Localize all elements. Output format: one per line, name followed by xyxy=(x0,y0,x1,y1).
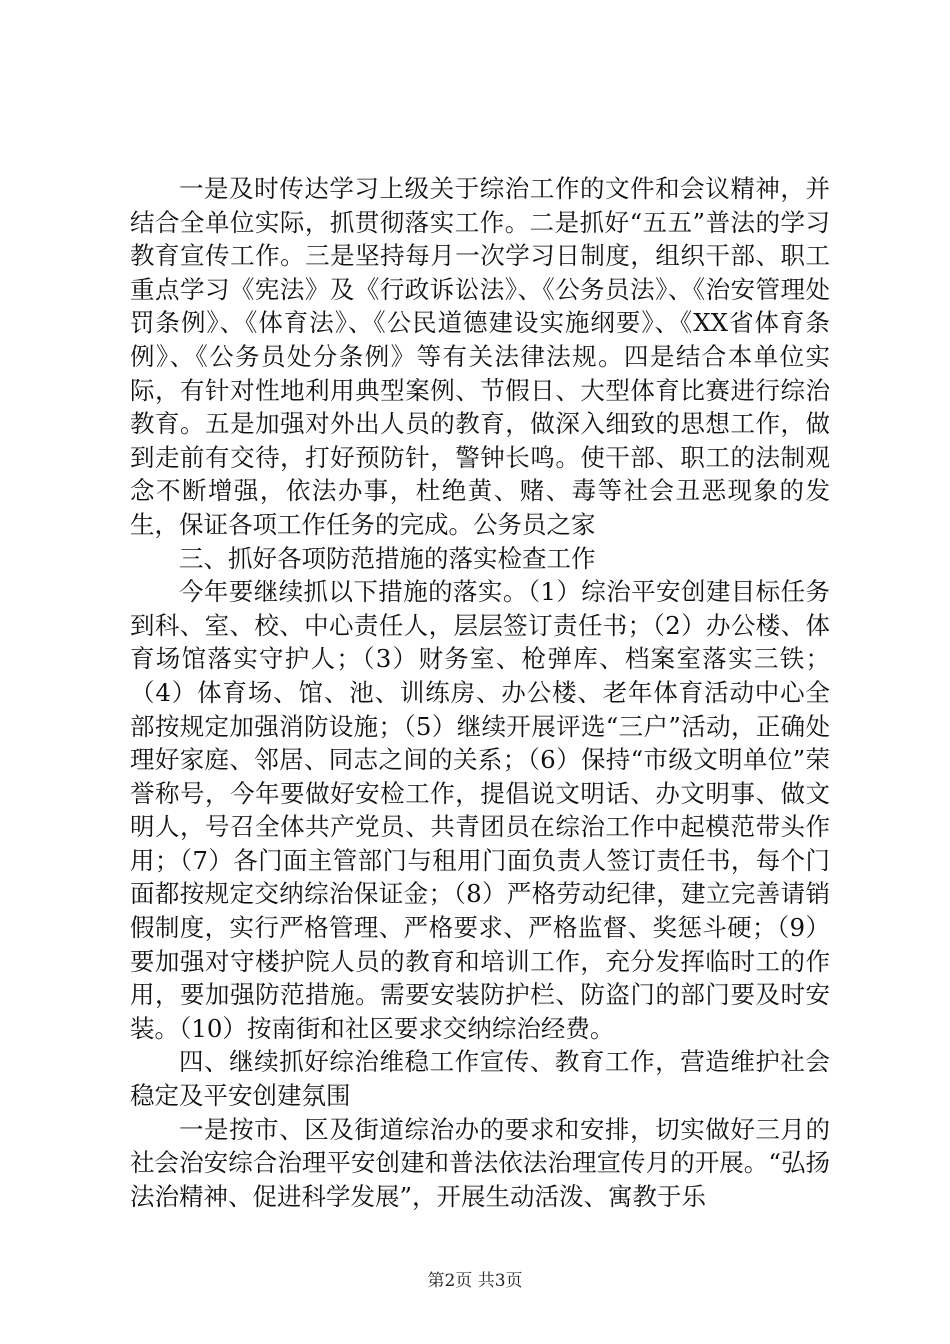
section-heading-4: 四、继续抓好综治维稳工作宣传、教育工作，营造维护社会稳定及平安创建氛围 xyxy=(130,1047,830,1111)
page-footer: 第2页 共3页 xyxy=(427,1271,523,1291)
paragraph-1: 一是及时传达学习上级关于综治工作的文件和会议精神，并结合全单位实际，抓贯彻落实工作。二是抓好“五五”普法的学习教育宣传工作。三是坚持每月一次学习日制度，组织干部、职工重点学习《宪法》及《行政诉讼法》、《公务员法》、《治安管理处罚条例》、《体育法》、《公民道德建设实施纲要》、《XX省体育条例》、《公务员处分条例》等有关法律法规。四是结合本单位实际，有针对性地利用典型案例、节假日、大型体育比赛进行综治教育。五是加强对外出人员的教育，做深入细致的思想工作，做到走前有交待，打好预防针，警钟长鸣。使干部、职工的法制观念不断增强，依法办事，杜绝黄、赌、毒等社会丑恶现象的发生，保证各项工作任务的完成。公务员之家 xyxy=(130,174,830,539)
paragraph-3: 今年要继续抓以下措施的落实。（1）综治平安创建目标任务到科、室、校、中心责任人，层层签订责任书；（2）办公楼、体育场馆落实守护人；（3）财务室、枪弹库、档案室落实三铁；（4）体育场、馆、池、训练房、办公楼、老年体育活动中心全部按规定加强消防设施；（5）继续开展评选“三户”活动，正确处理好家庭、邻居、同志之间的关系；（6）保持“市级文明单位”荣誉称号，今年要做好安检工作，提倡说文明话、办文明事、做文明人，号召全体共产党员、共青团员在综治工作中起模范带头作用；（7）各门面主管部门与租用门面负责人签订责任书，每个门面都按规定交纳综治保证金；（8）严格劳动纪律，建立完善请销假制度，实行严格管理、严格要求、严格监督、奖惩斗硬；（9）要加强对守楼护院人员的教育和培训工作，充分发挥临时工的作用，要加强防范措施。需要安装防护栏、防盗门的部门要及时安装。（10）按南街和社区要求交纳综治经费。 xyxy=(130,577,830,1043)
section-heading-3: 三、抓好各项防范措施的落实检查工作 xyxy=(179,543,596,573)
document-body xyxy=(130,172,830,1213)
paragraph-4: 一是按市、区及街道综治办的要求和安排，切实做好三月的社会治安综合治理平安创建和普法依法治理宣传月的开展。“弘扬法治精神、促进科学发展”，开展生动活泼、寓教于乐 xyxy=(130,1114,830,1211)
